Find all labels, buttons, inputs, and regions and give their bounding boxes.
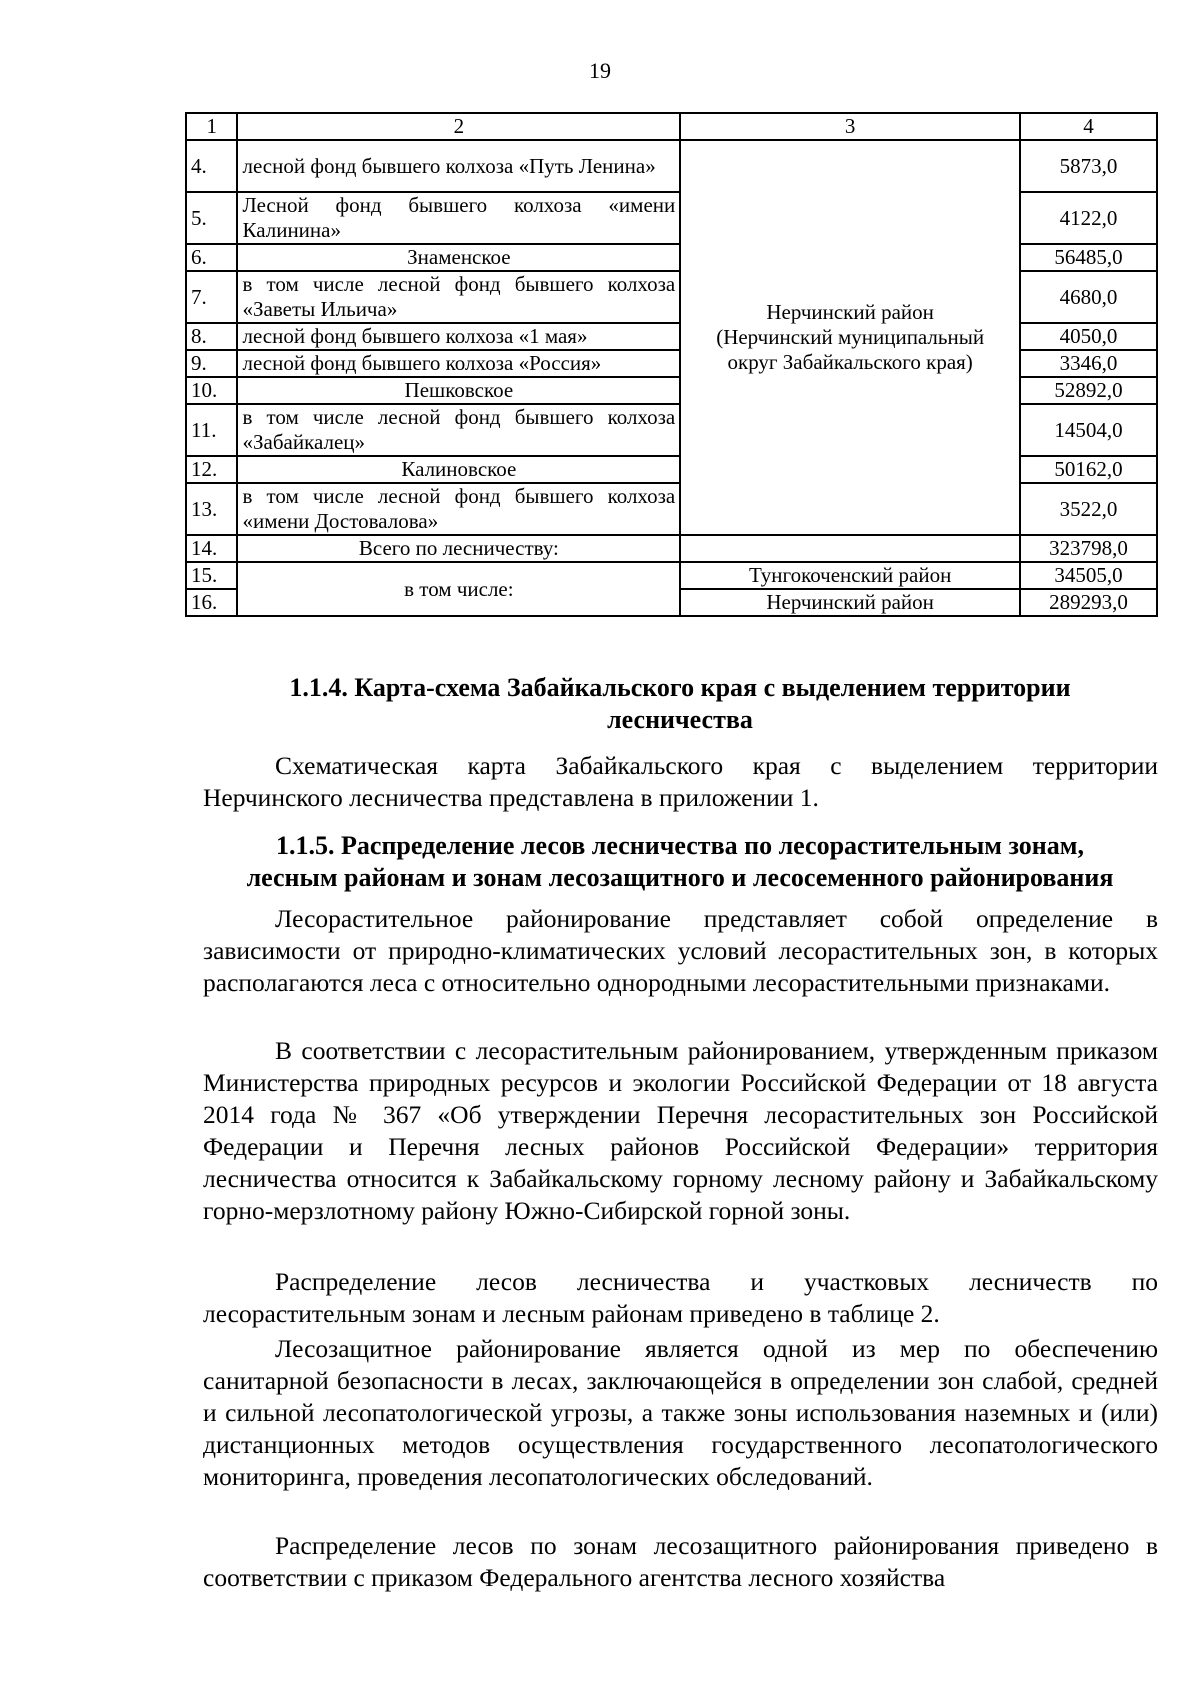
row-value: 14504,0: [1020, 404, 1157, 456]
district-name: Нерчинский район: [680, 589, 1020, 616]
row-value: 4050,0: [1020, 323, 1157, 350]
row-number: 16.: [186, 589, 237, 616]
table-header-cell: 4: [1020, 113, 1157, 140]
region-line: округ Забайкальского края): [727, 350, 973, 374]
forest-fund-table: [185, 112, 1158, 617]
row-value: 3346,0: [1020, 350, 1157, 377]
total-label: Всего по лесничеству:: [237, 535, 680, 562]
row-number: 12.: [186, 456, 237, 483]
row-value: 289293,0: [1020, 589, 1157, 616]
paragraph: Схематическая карта Забайкальского края с выделением территории Нерчинского лесничества представлена в приложении 1.: [203, 751, 1158, 812]
paragraph: Лесозащитное районирование является одной из мер по обеспечению санитарной безопасности в лесах, заключающейся в определении зон слабой, средней и сильной лесопатологической угрозы, а также зоны использования наземных и (или) дистанционных методов осуществления государственного лесопатологического мониторинга, проведения лесопатологических обследований.: [203, 1334, 1158, 1491]
row-description: Знаменское: [237, 244, 680, 271]
table-header-cell: 1: [186, 113, 237, 140]
row-number: 8.: [186, 323, 237, 350]
table-header-row: [186, 113, 1157, 140]
row-number: 13.: [186, 483, 237, 535]
table-row: [186, 562, 1157, 589]
row-description: в том числе лесной фонд бывшего колхоза «Заветы Ильича»: [237, 271, 680, 323]
row-value: 50162,0: [1020, 456, 1157, 483]
table-row: [186, 140, 1157, 192]
heading-line: лесным районам и зонам лесозащитного и лесосеменного районирования: [246, 863, 1114, 892]
heading-line: лесничества: [607, 705, 753, 734]
row-description: лесной фонд бывшего колхоза «Путь Ленина»: [237, 140, 680, 192]
row-number: 6.: [186, 244, 237, 271]
page-number: 19: [589, 58, 611, 83]
empty-cell: [680, 535, 1020, 562]
row-description: Пешковское: [237, 377, 680, 404]
paragraph: В соответствии с лесорастительным районированием, утвержденным приказом Министерства природных ресурсов и экологии Российской Федерации от 18 августа 2014 года № 367 «Об утверждении Перечня лесорастительных зон Российской Федерации и Перечня лесных районов Российской Федерации» территория лесничества относится к Забайкальскому горному лесному району и Забайкальскому горно-мерзлотному району Южно-Сибирской горной зоны.: [203, 1036, 1158, 1225]
row-number: 10.: [186, 377, 237, 404]
row-value: 3522,0: [1020, 483, 1157, 535]
row-value: 4680,0: [1020, 271, 1157, 323]
section-heading-1-1-5: [200, 830, 1160, 894]
heading-line: 1.1.5. Распределение лесов лесничества по лесорастительным зонам,: [276, 831, 1084, 860]
row-description: в том числе лесной фонд бывшего колхоза «Забайкалец»: [237, 404, 680, 456]
row-description: в том числе лесной фонд бывшего колхоза «имени Достовалова»: [237, 483, 680, 535]
region-cell: [680, 140, 1020, 535]
row-number: 5.: [186, 192, 237, 244]
paragraph: Распределение лесов по зонам лесозащитного районирования приведено в соответствии с приказом Федерального агентства лесного хозяйства: [203, 1531, 1158, 1592]
row-value: 5873,0: [1020, 140, 1157, 192]
row-description: лесной фонд бывшего колхоза «1 мая»: [237, 323, 680, 350]
row-value: 34505,0: [1020, 562, 1157, 589]
row-value: 4122,0: [1020, 192, 1157, 244]
table-total-row: [186, 535, 1157, 562]
row-value: 56485,0: [1020, 244, 1157, 271]
paragraph: Распределение лесов лесничества и участковых лесничеств по лесорастительным зонам и лесным районам приведено в таблице 2.: [203, 1267, 1158, 1328]
row-number: 4.: [186, 140, 237, 192]
row-number: 7.: [186, 271, 237, 323]
total-value: 323798,0: [1020, 535, 1157, 562]
paragraph: Лесорастительное районирование представляет собой определение в зависимости от природно-климатических условий лесорастительных зон, в которых располагаются леса с относительно однородными лесорастительными признаками.: [203, 904, 1158, 997]
heading-line: 1.1.4. Карта-схема Забайкальского края с выделением территории: [289, 673, 1071, 702]
row-number: 14.: [186, 535, 237, 562]
row-number: 9.: [186, 350, 237, 377]
row-number: 15.: [186, 562, 237, 589]
table-header-cell: 2: [237, 113, 680, 140]
including-label: в том числе:: [237, 562, 680, 616]
region-line: (Нерчинский муниципальный: [716, 325, 985, 349]
section-heading-1-1-4: [200, 672, 1160, 736]
row-description: лесной фонд бывшего колхоза «Россия»: [237, 350, 680, 377]
row-number: 11.: [186, 404, 237, 456]
district-name: Тунгокоченский район: [680, 562, 1020, 589]
row-value: 52892,0: [1020, 377, 1157, 404]
row-description: Калиновское: [237, 456, 680, 483]
table-header-cell: 3: [680, 113, 1020, 140]
row-description: Лесной фонд бывшего колхоза «имени Калинина»: [237, 192, 680, 244]
region-line: Нерчинский район: [766, 300, 934, 324]
